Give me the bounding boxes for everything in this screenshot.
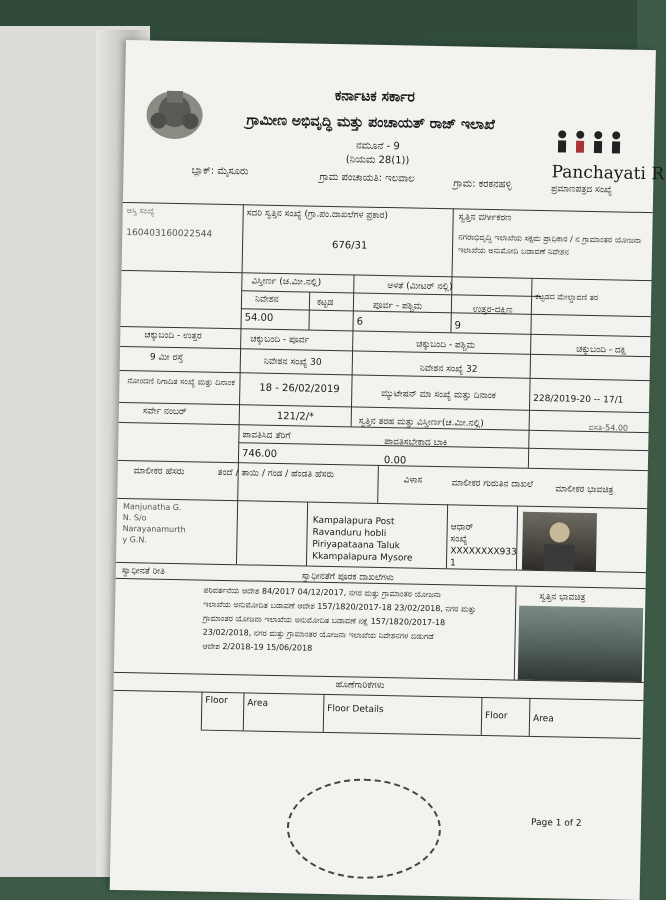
east-west-value: 6: [356, 316, 364, 328]
owner-name-line: Manjunatha G.: [122, 502, 182, 513]
logo-subtext: ಪ್ರಮಾಣಪತ್ರದ ಸಂಖ್ಯೆ: [551, 184, 613, 196]
id-doc-line: ಸಂಖ್ಯೆ: [450, 534, 468, 545]
col-line: [516, 506, 518, 570]
page-number: Page 1 of 2: [530, 817, 582, 829]
owner-photo: [522, 512, 597, 571]
registration-label: ನೋಂದಣಿ ನಿಗಾದಿತ ಸಂಖ್ಯೆ ಮತ್ತು ದಿನಾಂಕ: [127, 376, 235, 388]
floor-header: Floor: [205, 695, 228, 707]
property-id-label: ಆಸ್ತಿ ಸಂಖ್ಯೆ: [126, 206, 155, 216]
registration-value: 18 - 26/02/2019: [259, 382, 340, 396]
col-line: [352, 274, 355, 374]
dimension-label: ಅಳತೆ (ಮೀಟರ್ ನಲ್ಲಿ): [387, 281, 453, 293]
government-title: ಕರ್ನಾಟಕ ಸರ್ಕಾರ: [334, 88, 416, 106]
col-line: [450, 208, 453, 332]
acquisition-label: ಸ್ವಾಧೀನತೆ ರೀತಿ: [121, 566, 165, 577]
col-line: [528, 378, 531, 468]
boundary-west-value: ನಿವೇಶನ ಸಂಖ್ಯೆ 32: [419, 363, 478, 375]
owner-name-line: N. S/o: [122, 513, 147, 523]
document-page: [110, 40, 665, 900]
col-line: [446, 504, 448, 568]
acquisition-text-line: ಆದೇಶ 2/2018-19 15/06/2018: [202, 641, 313, 653]
id-doc-line: XXXXXXXX933: [450, 546, 517, 558]
boundary-north-value: 9 ಮೀ ರಸ್ತೆ: [149, 352, 184, 364]
east-west-label: ಪೂರ್ವ - ಪಶ್ಚಿಮ: [372, 300, 423, 312]
col-line: [201, 692, 203, 730]
panchayati-raj-logo: [554, 128, 635, 164]
block-name: ಬ್ಲಾಕ್: ಮೈಸೂರು: [191, 165, 249, 178]
area-label: ವಿಸ್ತೀರ್ಣ (ಚ.ಮೀ.ನಲ್ಲಿ): [251, 276, 322, 288]
id-doc-line: ಆಧಾರ್: [450, 522, 474, 533]
row-line: [114, 690, 644, 701]
rule-number: (ನಿಯಮ 28(1)): [345, 154, 410, 167]
paid-tax-value: 746.00: [241, 448, 278, 460]
property-photo-label: ಸ್ವತ್ತಿನ ಭಾವಚಿತ್ರ: [539, 592, 586, 603]
col-line: [243, 692, 245, 730]
owner-photo-label: ಮಾಲೀಕರ ಭಾವಚಿತ್ರ: [555, 484, 614, 496]
col-line: [530, 278, 533, 378]
survey-value: 121/2/*: [276, 410, 315, 423]
area-header-2: Area: [532, 713, 554, 725]
col-line: [481, 697, 483, 735]
area-header: Area: [247, 698, 269, 709]
col-line: [529, 698, 531, 736]
building-label: ಕಟ್ಟಡ: [316, 297, 334, 309]
row-line: [241, 290, 541, 297]
owner-name-line: y G.N.: [122, 535, 148, 545]
row-line: [241, 308, 651, 317]
property-photo: [518, 606, 643, 682]
category-value: ನಗರಾಭಿವೃದ್ಧಿ ಇಲಾಖೆಯ ಸಕ್ಷಮ ಪ್ರಾಧಿಕಾರ / ನ ಗ್ರಾಮಾಂತರ ಯೋಜನಾ ಇಲಾಖೆಯ ಅನುಮೋದಿ ಬಡಾವಣೆ ನಿವೇಶನ: [457, 232, 642, 257]
acquisition-text-line: 23/02/2018, ನಗರ ಮತ್ತು ಗ್ರಾಮಾಂತರ ಯೋಜನಾ ಇಲಾಖೆಯ ನಿವೇಶನಗಳ ಬಿಡುಗಡೆ: [202, 627, 434, 642]
mutation-label: ಮ್ಯುಟೇಷನ್ ಮಾ ಸಂಖ್ಯೆ ಮತ್ತು ದಿನಾಂಕ: [381, 388, 496, 402]
north-south-value: 9: [454, 320, 462, 332]
property-type-value: ವಸತಿ-54.00: [588, 422, 629, 433]
owner-name-line: Narayanamurth: [122, 524, 186, 535]
row-line: [122, 270, 652, 281]
village-name: ಗ್ರಾಮ: ಕರಕನಹಳ್ಳಿ: [453, 178, 512, 191]
address-line: Ravanduru hobli: [312, 527, 387, 540]
owner-name-label: ಮಾಲೀಕರ ಹೆಸರು: [133, 466, 185, 478]
site-label: ನಿವೇಶನ: [254, 294, 279, 305]
paid-tax-label: ಪಾವತಿಸಿದ ತೆರಿಗೆ: [242, 430, 291, 442]
attachments-label: ಹೊಣೆಗಾರಿಕೆಗಳು: [335, 680, 385, 692]
row-line: [120, 346, 650, 357]
property-type-label: ಸ್ವತ್ತಿನ ತರಹ ಮತ್ತು ವಿಸ್ತೀರ್ಣ(ಚ.ಮೀ.ನಲ್ಲಿ): [358, 416, 484, 429]
id-doc-line: 1: [449, 558, 456, 569]
acquisition-text-line: ಗ್ರಾಮಾಂತರ ಯೋಜನಾ ಇಲಾಖೆಯ ಅನುಮೋದಿತ ಬಡಾವಣೆ ನಕ್ಷೆ 157/1820/2017-18: [202, 613, 446, 628]
boundary-east-value: ನಿವೇಶನ ಸಂಖ್ಯೆ 30: [263, 356, 322, 368]
karnataka-emblem-icon: [138, 80, 211, 147]
logo-text: Panchayati R: [551, 162, 665, 185]
mutation-value: 228/2019-20 -- 17/1: [533, 393, 624, 406]
address-line: Kampalapura Post: [312, 515, 395, 528]
form-number: ನಮೂನೆ - 9: [355, 140, 400, 153]
boundary-north-label: ಚಕ್ಕುಬಂದಿ - ಉತ್ತರ: [144, 330, 202, 342]
boundary-east-label: ಚಕ್ಕುಬಂದಿ - ಪೂರ್ವ: [250, 334, 310, 346]
col-line: [351, 374, 353, 426]
col-line: [377, 465, 379, 503]
father-name-label: ತಂದೆ / ತಾಯಿ / ಗಂಡ / ಹೆಂಡತಿ ಹೆಸರು: [217, 467, 335, 481]
north-south-label: ಉತ್ತರ-ದಕ್ಷಿಣ: [472, 304, 513, 316]
floor-details-header: Floor Details: [327, 703, 384, 716]
id-doc-label: ಮಾಲೀಕರ ಗುರುತಿನ ದಾಖಲೆ: [451, 478, 534, 490]
sadari-value: 676/31: [331, 239, 368, 252]
address-label: ವಿಳಾಸ: [403, 475, 423, 486]
acquisition-docs-label: ಸ್ವಾಧೀನತೆಗೆ ಪೂರಕ ದಾಖಲೆಗಳು: [301, 571, 394, 584]
acquisition-text-line: ಪರಿವರ್ತನೆಯ ಆದೇಶ 84/2017 04/12/2017, ನಗರ ಮತ್ತು ಗ್ರಾಮಾಂತರ ಯೋಜನಾ: [203, 585, 442, 600]
sadari-label: ಸದರಿ ಸ್ವತ್ತಿನ ಸಂಖ್ಯೆ (ಗ್ರಾ.ಪಂ.ದಾಖಲೆಗಳ ಪ್ರಕಾರ): [246, 208, 388, 222]
category-label: ಸ್ವತ್ತಿನ ವರ್ಗೀಕರಣ: [458, 212, 512, 224]
property-id-value: 160403160022544: [126, 228, 213, 240]
department-title: ಗ್ರಾಮೀಣ ಅಭಿವೃದ್ಧಿ ಮತ್ತು ಪಂಚಾಯತ್ ರಾಜ್ ಇಲಾಖೆ: [246, 112, 495, 134]
acquisition-text-line: ಇಲಾಖೆಯ ಅನುಮೋದಿತ ಬಡಾವಣೆ ಆದೇಶ 157/1820/2017-18 23/02/2018, ನಗರ ಮತ್ತು: [203, 599, 477, 614]
due-tax-value: 0.00: [383, 455, 407, 467]
floor-header-2: Floor: [484, 711, 508, 722]
site-area-value: 54.00: [244, 312, 274, 324]
col-line: [514, 586, 517, 680]
col-line: [323, 694, 325, 732]
building-type-label: ಕಟ್ಟಡದ ಮೇಲ್ಚಾವಣಿ ತರ: [535, 291, 599, 303]
survey-label: ಸರ್ವೇ ನಂಬರ್: [142, 406, 187, 418]
official-seal: [286, 777, 442, 880]
address-line: Kkampalapura Mysore: [312, 551, 413, 564]
gram-panchayat-name: ಗ್ರಾಮ ಪಂಚಾಯತಿ: ಇಲವಾಲ: [319, 171, 415, 185]
boundary-south-label: ಚಕ್ಕುಬಂದಿ - ದಕ್ಷಿ: [576, 344, 627, 356]
address-line: Piriyapataana Taluk: [312, 539, 401, 552]
due-tax-label: ಪಾವತಿಸಬೇಕಾದ ಬಾಕಿ: [384, 437, 448, 449]
col-line: [306, 502, 308, 566]
people-logo-icon: [554, 128, 635, 160]
row-line: [117, 498, 647, 509]
boundary-west-label: ಚಕ್ಕುಬಂದಿ - ಪಶ್ಚಿಮ: [416, 339, 476, 351]
row-line: [201, 730, 641, 739]
